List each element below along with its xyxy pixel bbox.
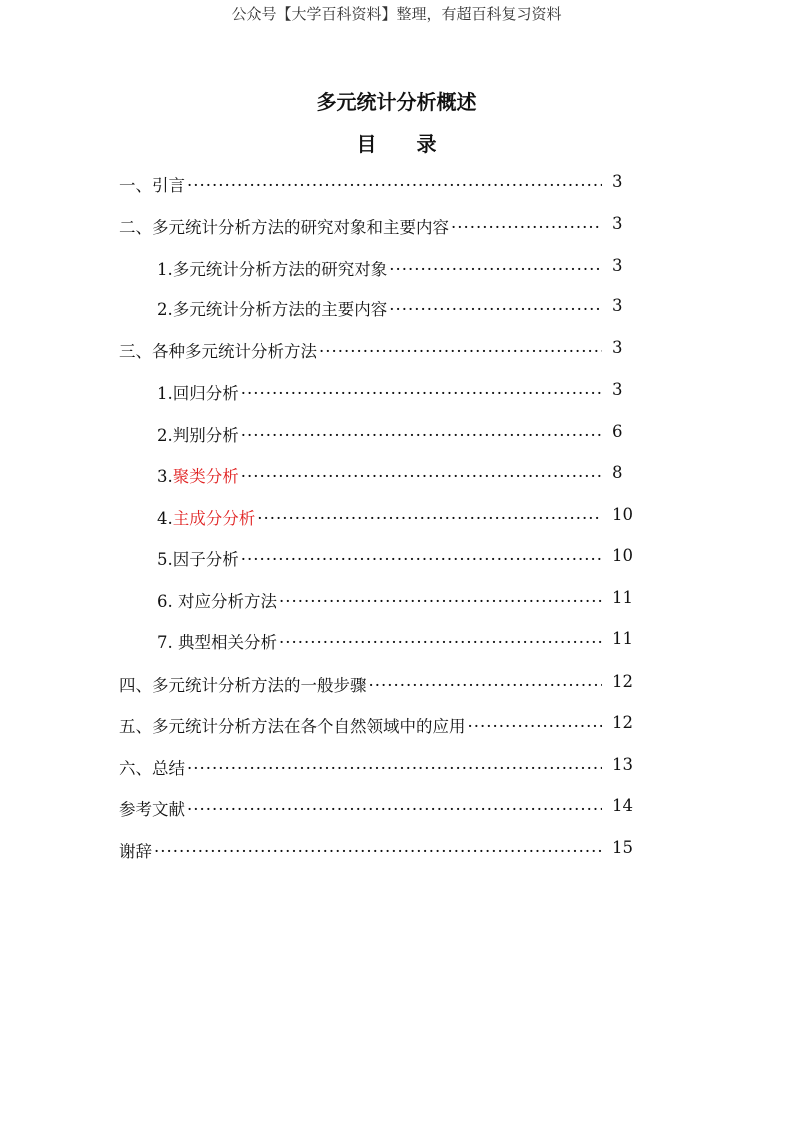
toc-entry-label: [119, 838, 152, 862]
toc-page-number: 3: [612, 214, 623, 233]
toc-page-number: 3: [612, 380, 623, 399]
toc-entry[interactable]: [119, 338, 623, 362]
toc-entry-title: 对应分析方法: [178, 592, 277, 611]
toc-entry[interactable]: [157, 296, 623, 320]
toc-entry-number: 2.: [157, 426, 173, 445]
dot-leader: [389, 260, 602, 279]
toc-entry[interactable]: [119, 214, 623, 238]
toc-entry-title: 谢辞: [119, 842, 152, 861]
dot-leader: [279, 592, 602, 611]
toc-entry-title: 聚类分析: [172, 467, 239, 486]
toc-heading-char: 目: [356, 132, 377, 156]
toc-entry-title: 一、引言: [119, 176, 185, 195]
toc-entry-title: 二、多元统计分析方法的研究对象和主要内容: [119, 218, 449, 237]
toc-entry-title: 典型相关分析: [178, 633, 277, 652]
toc-entry-label: [157, 463, 239, 487]
toc-entry-title: 主成分分析: [172, 509, 256, 528]
dot-leader: [187, 800, 602, 819]
toc-entry-number: 1.: [157, 260, 173, 279]
toc-page-number: 15: [612, 838, 633, 857]
toc-page-number: 12: [612, 672, 633, 691]
toc-entry-title: 因子分析: [172, 550, 239, 569]
toc-entry-label: [157, 546, 239, 570]
toc-entry-label: [157, 256, 387, 280]
dot-leader: [187, 176, 602, 195]
toc-entry-label: [157, 505, 255, 529]
toc-entry-number: 4.: [157, 509, 173, 528]
dot-leader: [241, 467, 602, 486]
toc-entry-label: [119, 755, 185, 779]
toc-heading-char: 录: [416, 132, 437, 156]
toc-entry-number: 5.: [157, 550, 173, 569]
dot-leader: [241, 384, 602, 403]
toc-page-number: 3: [612, 172, 623, 191]
toc-entry[interactable]: [157, 422, 623, 446]
toc-entry-title: 四、多元统计分析方法的一般步骤: [119, 676, 367, 695]
toc-page-number: 13: [612, 755, 633, 774]
toc-entry[interactable]: [157, 380, 623, 404]
toc-page-number: 3: [612, 338, 623, 357]
toc-entry-title: 参考文献: [119, 800, 185, 819]
toc-entry-title: 三、各种多元统计分析方法: [119, 342, 317, 361]
toc-page-number: 10: [612, 505, 633, 524]
toc-entry-label: [157, 422, 239, 446]
toc-entry-number: 3.: [157, 467, 173, 486]
toc-entry[interactable]: [157, 629, 633, 653]
dot-leader: [241, 550, 602, 569]
toc-entry-title: 多元统计分析方法的研究对象: [172, 260, 388, 279]
toc-entry-number: 2.: [157, 300, 173, 319]
dot-leader: [468, 717, 603, 736]
toc-entry-label: [119, 214, 449, 238]
dot-leader: [389, 300, 602, 319]
toc-page-number: 3: [612, 296, 623, 315]
toc-page-number: 8: [612, 463, 623, 482]
toc-entry[interactable]: [119, 838, 633, 862]
dot-leader: [319, 342, 602, 361]
toc-page-number: 6: [612, 422, 623, 441]
toc-entry-title: 多元统计分析方法的主要内容: [172, 300, 388, 319]
toc-entry-label: [157, 380, 239, 404]
toc-entry-label: [157, 296, 387, 320]
dot-leader: [257, 509, 602, 528]
toc-entry-title: 五、多元统计分析方法在各个自然领域中的应用: [119, 717, 466, 736]
toc-page-number: 3: [612, 256, 623, 275]
dot-leader: [187, 759, 602, 778]
toc-entry-label: [157, 588, 277, 612]
dot-leader: [369, 676, 603, 695]
toc-entry-label: [119, 672, 367, 696]
toc-page-number: 14: [612, 796, 633, 815]
toc-entry-number: 1.: [157, 384, 173, 403]
toc-entry-title: 判别分析: [172, 426, 239, 445]
toc-entry[interactable]: [157, 588, 633, 612]
toc-entry[interactable]: [119, 713, 633, 737]
toc-entry-label: [119, 338, 317, 362]
toc-entry-label: [119, 713, 466, 737]
toc-entry[interactable]: [157, 546, 633, 570]
toc-heading: [0, 128, 793, 157]
dot-leader: [241, 426, 602, 445]
toc-entry-number: 7.: [157, 633, 178, 652]
toc-entry[interactable]: [157, 505, 633, 529]
toc-entry[interactable]: [157, 256, 623, 280]
toc-entry[interactable]: [157, 463, 623, 487]
toc-page-number: 10: [612, 546, 633, 565]
toc-entry[interactable]: [119, 172, 623, 196]
dot-leader: [154, 842, 602, 861]
toc-entry-label: [119, 796, 185, 820]
dot-leader: [451, 218, 602, 237]
toc-entry[interactable]: [119, 672, 633, 696]
toc-entry[interactable]: [119, 755, 633, 779]
toc-entry-label: [157, 629, 277, 653]
toc-page-number: 11: [612, 588, 633, 607]
document-title: 多元统计分析概述: [316, 90, 477, 114]
toc-page-number: 12: [612, 713, 633, 732]
toc-page-number: 11: [612, 629, 633, 648]
toc-entry-label: [119, 172, 185, 196]
toc-entry[interactable]: [119, 796, 633, 820]
toc-entry-title: 回归分析: [172, 384, 239, 403]
toc-entry-title: 六、总结: [119, 759, 185, 778]
toc-entry-number: 6.: [157, 592, 178, 611]
dot-leader: [279, 633, 602, 652]
page-header: 公众号【大学百科资料】整理，有超百科复习资料: [231, 5, 562, 23]
